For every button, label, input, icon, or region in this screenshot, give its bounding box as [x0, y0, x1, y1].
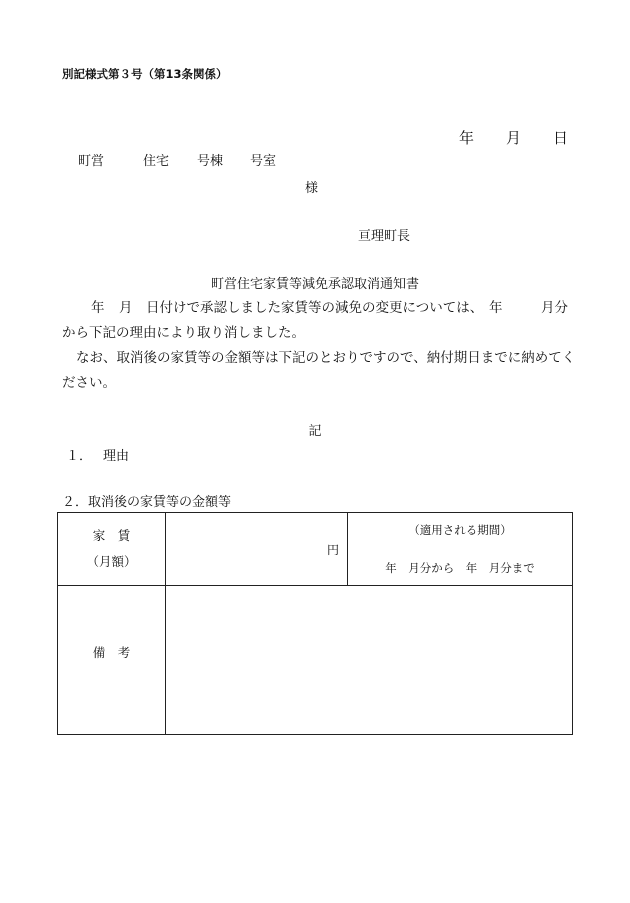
- remarks-label: 備 考: [92, 645, 131, 660]
- address-town: 町営: [78, 154, 105, 169]
- address-housing: 住宅: [143, 154, 170, 169]
- issuer-mayor: 亘理町長: [358, 229, 411, 244]
- body-line1-text: 日付けで承認しました家賃等の減免の変更については、: [146, 300, 484, 316]
- rent-label-cell: [58, 513, 166, 586]
- body-year2: 年: [489, 300, 503, 316]
- rent-amount-cell[interactable]: [166, 513, 348, 586]
- body-month2: 月分: [541, 300, 568, 316]
- section1-label: 理由: [103, 449, 130, 464]
- period-range: 年 月分から 年 月分まで: [385, 561, 535, 575]
- section1-number: １．: [66, 449, 93, 464]
- rent-row: [58, 513, 573, 586]
- body-line2: から下記の理由により取り消しました。: [62, 325, 305, 341]
- date-year: 年: [459, 129, 475, 147]
- body-line3: なお、取消後の家賃等の金額等は下記のとおりですので、納付期日までに納めてく: [76, 350, 576, 366]
- address-room: 号室: [250, 154, 277, 169]
- period-heading: （適用される期間）: [408, 523, 512, 537]
- ki-heading: 記: [308, 424, 322, 439]
- remarks-content-cell[interactable]: [166, 586, 573, 735]
- remarks-row: [58, 586, 573, 735]
- remarks-label-cell: [58, 586, 166, 735]
- period-cell[interactable]: [348, 513, 573, 586]
- date-month: 月: [506, 129, 522, 147]
- form-number-label: 別記様式第３号（第13条関係）: [62, 67, 228, 81]
- date-day: 日: [553, 129, 569, 147]
- body-year: 年: [91, 300, 105, 316]
- amount-table: [57, 512, 573, 735]
- yen-unit: 円: [326, 543, 339, 557]
- recipient-honorific: 様: [305, 181, 319, 196]
- rent-label-monthly: （月額）: [86, 554, 137, 569]
- body-line4: ださい。: [62, 375, 116, 391]
- address-building: 号棟: [197, 154, 224, 169]
- document-title: 町営住宅家賃等減免承認取消通知書: [210, 277, 419, 292]
- rent-label: 家 賃: [92, 528, 131, 543]
- body-month: 月: [119, 300, 133, 316]
- section2-label: ２．取消後の家賃等の金額等: [62, 495, 232, 510]
